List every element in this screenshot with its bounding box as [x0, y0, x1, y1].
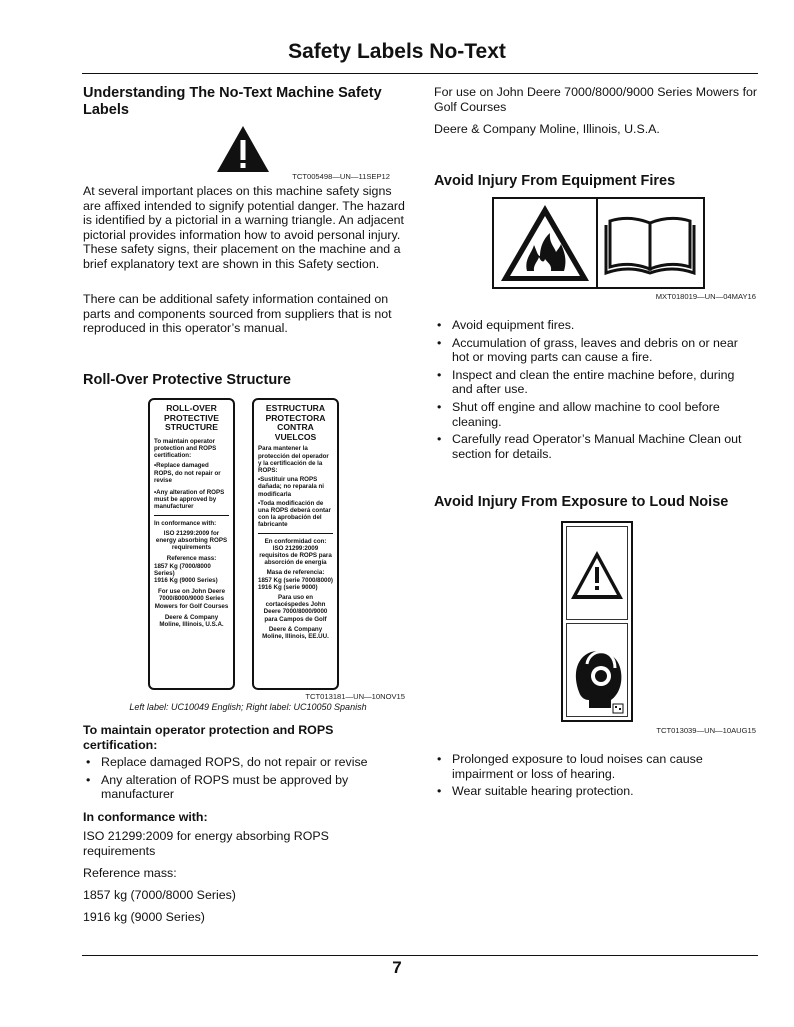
list-item: • Inspect and clean the entire machine before, during and after use.	[434, 368, 758, 397]
rops-english-company: Deere & Company Moline, Illinois, U.S.A.	[159, 613, 224, 629]
company-text: Deere & Company Moline, Illinois, U.S.A.	[434, 122, 660, 136]
rops-english-use: For use on John Deere 7000/8000/9000 Series Mowers for Golf Courses	[154, 588, 229, 610]
rops-spanish-iso: ISO 21299:2009 requisitos de ROPS para absorción de energía	[259, 544, 332, 567]
fires-heading: Avoid Injury From Equipment Fires	[434, 173, 676, 189]
rops-mass-2: 1916 kg (9000 Series)	[83, 910, 205, 924]
understanding-image-caption: TCT005498—UN—11SEP12	[292, 172, 390, 181]
page-number: 7	[392, 958, 402, 977]
rops-spanish-mass-title: Masa de referencia:	[266, 569, 325, 577]
list-item: • Any alteration of ROPS must be approved by manufacturer	[83, 773, 403, 802]
footer-rule	[82, 955, 758, 956]
list-item: • Shut off engine and allow machine to cool before cleaning.	[434, 400, 758, 429]
rops-conformance-heading: In conformance with:	[83, 810, 208, 824]
understanding-paragraph-1: At several important places on this machine safety signs are affixed intended to signify potential danger. The hazard is identified by a pictorial in a warning triangle. An adjacent pictorial provides information how to avoid personal injury. These safety signs, their placement on the machine and a brief explanatory text are shown in this Safety section.	[83, 184, 405, 271]
rops-english-item-2: •Any alteration of ROPS must be approved by manufacturer	[154, 489, 225, 511]
rops-spanish-intro: Para mantener la protección del operador y la certificación de la ROPS:	[258, 445, 329, 474]
for-use-text: For use on John Deere 7000/8000/9000 Series Mowers for Golf Courses	[434, 85, 758, 114]
understanding-heading: Understanding The No-Text Machine Safety Labels	[83, 85, 382, 118]
list-item: • Accumulation of grass, leaves and debris on or near hot or moving parts can cause a fire.	[434, 336, 758, 365]
rops-mass-1: 1857 kg (7000/8000 Series)	[83, 888, 236, 902]
page-title: Safety Labels No-Text	[288, 40, 506, 63]
fires-bullet-list	[434, 318, 758, 464]
noise-safety-sign	[561, 521, 633, 722]
rops-spanish-conformance: En conformidad con:	[264, 537, 327, 545]
rops-spanish-mass-1: 1857 Kg (serie 7000/8000)	[258, 576, 333, 584]
list-item: • Carefully read Operator’s Manual Machine Clean out section for details.	[434, 432, 758, 461]
rops-spanish-item-2: •Toda modificación de una ROPS deberá contar con la aprobación del fabricante	[258, 499, 331, 529]
list-item: • Prolonged exposure to loud noises can cause impairment or loss of hearing.	[434, 752, 758, 781]
rops-english-mass-title: Reference mass:	[166, 555, 217, 563]
list-item: • Avoid equipment fires.	[434, 318, 758, 333]
fire-safety-sign	[492, 197, 705, 289]
rops-english-title: ROLL-OVER PROTECTIVE STRUCTURE	[164, 403, 219, 433]
rops-spanish-use: Para uso en cortacéspedes John Deere 7000/8000/9000 para Campos de Golf	[263, 594, 328, 623]
rops-spanish-label	[252, 398, 339, 690]
rops-iso-text: ISO 21299:2009 for energy absorbing ROPS requirements	[83, 829, 329, 858]
hearing-protection-icon	[567, 624, 627, 716]
rops-english-intro: To maintain operator protection and ROPS certification:	[154, 437, 217, 460]
noise-heading: Avoid Injury From Exposure to Loud Noise	[434, 494, 729, 510]
rops-english-item-1: •Replace damaged ROPS, do not repair or revise	[154, 462, 221, 484]
noise-image-caption: TCT013039—UN—10AUG15	[656, 726, 756, 735]
rops-spanish-mass-2: 1916 Kg (serie 9000)	[258, 583, 318, 591]
title-rule	[82, 73, 758, 74]
list-item: • Wear suitable hearing protection.	[434, 784, 758, 799]
fire-warning-icon	[494, 199, 596, 287]
noise-bullet-list	[434, 752, 758, 802]
rops-reference-mass: Reference mass:	[83, 866, 177, 880]
rops-english-mass-2: 1916 Kg (9000 Series)	[154, 577, 218, 585]
warning-triangle-icon	[567, 527, 627, 619]
warning-triangle-icon	[215, 124, 271, 174]
rops-spanish-title: ESTRUCTURA PROTECTORA CONTRA VUELCOS	[265, 403, 326, 442]
read-manual-icon	[598, 199, 703, 287]
rops-english-conformance: In conformance with:	[154, 519, 217, 527]
understanding-paragraph-2: There can be additional safety information contained on parts and components sourced from suppliers that is not reproduced in this operator’s manual.	[83, 292, 392, 336]
rops-english-iso: ISO 21299:2009 for energy absorbing ROPS requirements	[155, 529, 228, 552]
fires-image-caption: MXT018019—UN—04MAY16	[655, 292, 756, 301]
rops-maintain-heading: To maintain operator protection and ROPS certification:	[83, 723, 334, 752]
rops-heading: Roll-Over Protective Structure	[83, 372, 291, 388]
list-item: • Replace damaged ROPS, do not repair or revise	[83, 755, 403, 770]
rops-english-mass-1: 1857 Kg (7000/8000 Series)	[154, 562, 211, 577]
rops-spanish-company: Deere & Company Moline, Illinois, EE.UU.	[262, 625, 329, 641]
rops-image-subcaption: Left label: UC10049 English; Right label: UC10050 Spanish	[129, 702, 367, 712]
rops-english-label	[148, 398, 235, 690]
rops-spanish-item-1: •Sustituir una ROPS dañada; no reparala ni modificarla	[258, 476, 325, 498]
rops-bullet-list	[83, 755, 403, 805]
rops-image-caption: TCT013181—UN—10NOV15	[305, 692, 405, 701]
